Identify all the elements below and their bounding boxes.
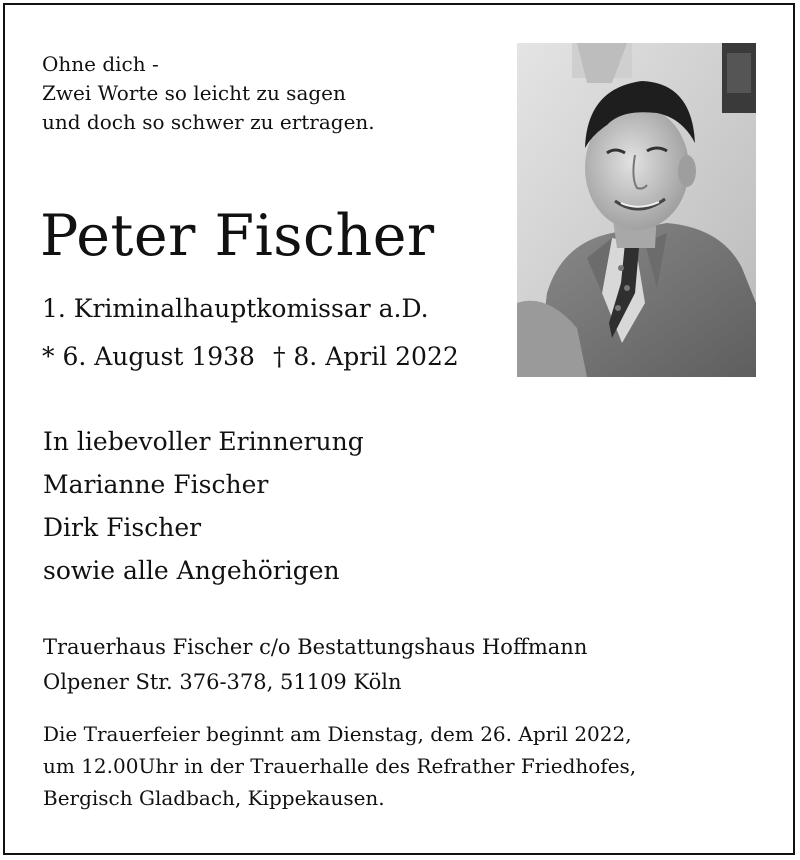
ceremony-line: um 12.00Uhr in der Trauerhalle des Refrather Friedhofes, bbox=[43, 754, 637, 778]
ceremony-line: Bergisch Gladbach, Kippekausen. bbox=[43, 786, 385, 810]
death-date: † 8. April 2022 bbox=[272, 342, 459, 371]
poem-line: Ohne dich - bbox=[42, 52, 159, 76]
life-dates bbox=[42, 340, 459, 374]
address-line: Olpener Str. 376-378, 51109 Köln bbox=[43, 670, 402, 694]
deceased-name: Peter Fischer bbox=[40, 203, 435, 269]
poem-line: Zwei Worte so leicht zu sagen bbox=[42, 81, 346, 105]
mourners-line: Marianne Fischer bbox=[43, 470, 269, 499]
birth-date: * 6. August 1938 bbox=[42, 342, 255, 371]
mourners bbox=[43, 420, 364, 592]
mourners-line: Dirk Fischer bbox=[43, 513, 202, 542]
portrait-photo bbox=[517, 43, 756, 377]
ceremony-info bbox=[43, 718, 636, 814]
poem-line: und doch so schwer zu ertragen. bbox=[42, 110, 375, 134]
deceased-title: 1. Kriminalhauptkomissar a.D. bbox=[42, 294, 429, 323]
mourners-line: In liebevoller Erinnerung bbox=[43, 427, 364, 456]
address-line: Trauerhaus Fischer c/o Bestattungshaus Hoffmann bbox=[43, 635, 588, 659]
mourning-house-address bbox=[43, 630, 587, 700]
portrait-photo-icon bbox=[517, 43, 756, 377]
poem bbox=[42, 50, 375, 137]
ceremony-line: Die Trauerfeier beginnt am Dienstag, dem 26. April 2022, bbox=[43, 722, 632, 746]
mourners-line: sowie alle Angehörigen bbox=[43, 556, 340, 585]
